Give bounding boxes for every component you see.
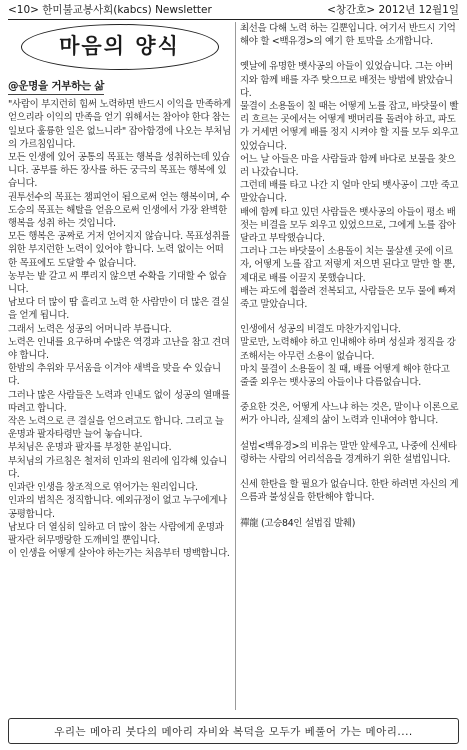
article-paragraph: 말로만, 노력해야 하고 인내해야 하며 성실과 정직을 강조해서는 아무런 소용이 없습니다. [240, 337, 456, 362]
article-right-column [240, 22, 460, 710]
paragraph-gap [240, 389, 460, 401]
article-paragraph: 물결이 소용돌이 칠 때는 어떻게 노를 잡고, 바닷물이 빨리 흐르는 곳에서는 어떻게 뱃머리를 돌려야 하고, 파도가 거세면 어떻게 배를 정지 시켜야 할 지를 모두 외우고 있었습니다. [240, 101, 459, 152]
newsletter-header [8, 3, 459, 20]
article-paragraph: 남보다 더 열심히 일하고 더 많이 참는 사람에게 운명과 팔자란 허무맹랑한 도깨비일 뿐입니다. [8, 521, 224, 546]
article-left-column [8, 22, 231, 710]
article-paragraph: 중요한 것은, 어떻게 사느냐 하는 것은, 말이나 이론으로써가 아니라, 실제의 삶이 노력과 인내여야 합니다. [240, 402, 459, 427]
article-title: 마음의 양식 [21, 24, 219, 70]
article-paragraph: 禪龍 (고승84인 설법집 발췌) [240, 517, 356, 529]
column-divider [235, 22, 236, 710]
article-paragraph: 모든 인생에 있어 공통의 목표는 행복을 성취하는데 있습니다. 공부를 하든 장사를 하든 궁극의 목표는 행복에 있습니다. [8, 152, 230, 190]
article-paragraph: 작은 노력으로 큰 결실을 얻으려고도 합니다. 그리고 늘 운명과 팔자타령만 늘어 놓습니다. [8, 416, 224, 441]
article-paragraph: 그래서 노력은 성공의 어머니라 부릅니다. [8, 323, 172, 335]
paragraph-gap [240, 428, 460, 440]
paragraph-gap [240, 311, 460, 323]
newsletter-issue-label: <10> 한미불교봉사회(kabcs) Newsletter [8, 4, 212, 16]
article-paragraph: 농부는 밭 갈고 씨 뿌리지 않으면 수확을 기대할 수 없습니다. [8, 270, 227, 296]
article-paragraph: 배는 파도에 휩쓸려 전복되고, 사람들은 모두 물에 빠져 죽고 말았습니다. [240, 285, 456, 311]
article-paragraph: 어느 날 아들은 마을 사람들과 함께 바다로 보물을 찾으러 나갔습니다. [240, 153, 456, 179]
newsletter-date: <창간호> 2012년 12월1일 [327, 4, 459, 16]
article-paragraph: 옛날에 유명한 뱃사공의 아들이 있었습니다. 그는 아버지와 함께 배를 자주 탓으므로 배젓는 방법에 밝았습니다. [240, 61, 453, 99]
article-paragraph: 설법<백유경>의 비유는 말만 앞세우고, 나중에 신세타령하는 사람의 어리석음을 경계하기 위한 설법입니다. [240, 440, 457, 465]
article-paragraph: 최선을 다해 노력 하는 길뿐입니다. 여기서 반드시 기억해야 할 <백유경>의 예기 한 토막을 소개합니다. [240, 23, 456, 48]
paragraph-gap [240, 48, 460, 60]
footer-motto-box [8, 718, 459, 744]
article-paragraph: 부처님의 가르침은 철저히 인과의 원리에 입각해 있습니다. [8, 455, 227, 480]
article-paragraph: 그러나 많은 사람들은 노력과 인내도 없이 성공의 열매를 따려고 합니다. [8, 389, 230, 414]
article-paragraph: 인과의 법칙은 정직합니다. 예외규정이 없고 누구에게나 공평합니다. [8, 495, 227, 520]
right-body [240, 22, 460, 530]
article-paragraph: 권투선수의 목표는 챔피언이 됨으로써 얻는 행복이며, 수도승의 목표는 해탈을 얻음으로써 인생에서 가장 완벽한 행복을 성취 하는 것입니다. [8, 191, 230, 230]
article-paragraph: 한밤의 추위와 무서움을 이겨야 새벽을 맞을 수 있습니다. [8, 363, 221, 388]
left-body [8, 98, 231, 560]
article-paragraph: 마치 물결이 소용돌이 칠 때, 배를 어떻게 해야 한다고 줄줄 외우는 뱃사공의 아들이나 다름없습니다. [240, 363, 450, 389]
article-subtitle: @운명을 거부하는 삶 [8, 80, 104, 95]
article-paragraph: "사람이 부지런히 힘써 노력하면 반드시 이익을 만족하게 얻으리라 이익의 만족을 얻기 위해서는 참아야 한다 참는 일보다 훌륭한 일은 없느니라" 잡아함경에 나오는 부처님의 가르침입니다. [8, 99, 231, 150]
article-paragraph: 그러나 그는 바닷물이 소용돌이 치는 물살센 곳에 이르자, 어떻게 노를 잡고 저렇게 저으면 된다고 말만 할 뿐, 제대로 배를 이끌지 못했습니다. [240, 246, 455, 284]
article-paragraph: 이 인생을 어떻게 살아야 하는가는 처음부터 명백합니다. [8, 548, 230, 560]
article-paragraph: 모든 행복은 공짜로 거저 얻어지지 않습니다. 목표성취를 위한 부지런한 노력이 있어야 합니다. 노력 없이는 어떠한 목표에도 도달할 수 없습니다. [8, 231, 230, 269]
paragraph-gap [240, 505, 460, 517]
article-paragraph: 남보다 더 많이 땀 흘리고 노력 한 사람만이 더 많은 결실을 얻게 됩니다. [8, 297, 230, 322]
article-paragraph: 그런데 배를 타고 나간 지 얼마 안되 뱃사공이 그만 죽고 말았습니다. [240, 180, 459, 205]
article-paragraph: 신세 한탄을 할 필요가 없습니다. 한탄 하려면 자신의 게으름과 불성실을 한탄해야 합니다. [240, 479, 459, 504]
paragraph-gap [240, 466, 460, 478]
article-paragraph: 노력은 인내를 요구하며 수많은 역경과 고난을 참고 견뎌야 합니다. [8, 336, 230, 362]
footer-motto: 우리는 메아리 붓다의 메아리 자비와 복덕을 모두가 베풀어 가는 메아리.... [54, 725, 413, 738]
article-paragraph: 배에 함께 타고 있던 사람들은 뱃사공의 아들이 평소 배 젓는 비결을 모두 외우고 있었으므로, 그에게 노를 잡아달라고 부탁했습니다. [240, 206, 456, 245]
article-paragraph: 인생에서 성공의 비결도 마찬가지입니다. [240, 324, 401, 336]
article-paragraph: 인과란 인생을 창조적으로 엮어가는 원리입니다. [8, 482, 198, 494]
article-paragraph: 부처님은 운명과 팔자를 부정한 분입니다. [8, 442, 172, 454]
